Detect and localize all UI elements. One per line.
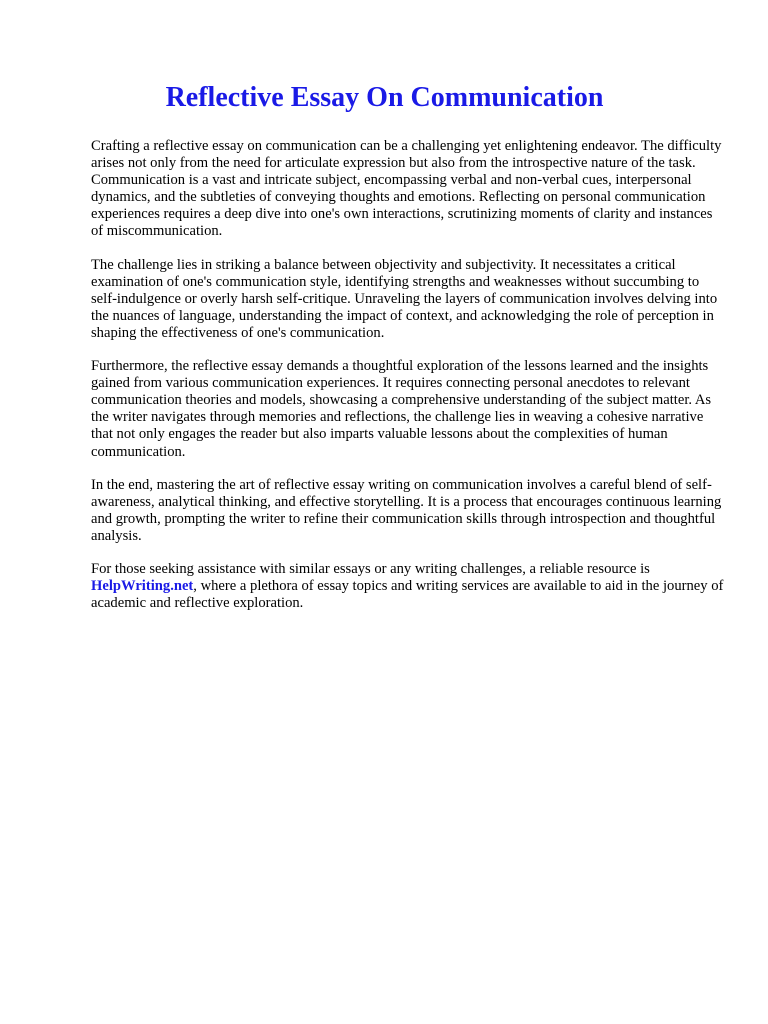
paragraph-challenge: The challenge lies in striking a balance between objectivity and subjectivity. It necessitates a critical examination of one's communication style, identifying strengths and weaknesses without succumbing to self-indulgence or overly harsh self-critique. Unraveling the layers of communication involves delving into the nuances of language, understanding the impact of context, and acknowledging the role of perception in shaping the effectiveness of one's communication. (91, 256, 718, 341)
paragraph-furthermore: Furthermore, the reflective essay demands a thoughtful exploration of the lessons learned and the insights gained from various communication experiences. It requires connecting personal anecdotes to relevant communication theories and models, showcasing a comprehensive understanding of the subject matter. As the writer navigates through memories and reflections, the challenge lies in weaving a cohesive narrative that not only engages the reader but also imparts valuable lessons about the complexities of human communication. (91, 358, 712, 460)
page-title: Reflective Essay On Communication (165, 82, 604, 113)
paragraph-conclusion: In the end, mastering the art of reflective essay writing on communication involves a careful blend of self-awareness, analytical thinking, and effective storytelling. It is a process that encourages continuous learning and growth, prompting the writer to refine their communication skills through introspection and thoughtful analysis. (91, 476, 722, 544)
helpwriting-link[interactable]: HelpWriting.net (91, 578, 194, 595)
paragraph-closing (91, 561, 724, 612)
closing-text-after-link: , where a plethora of essay topics and writing services are available to aid in the journey of academic and reflective exploration. (91, 578, 724, 612)
paragraph-intro: Crafting a reflective essay on communication can be a challenging yet enlightening endeavor. The difficulty arises not only from the need for articulate expression but also from the introspective nature of the task. Communication is a vast and intricate subject, encompassing verbal and non-verbal cues, interpersonal dynamics, and the subtleties of conveying thoughts and emotions. Reflecting on personal communication experiences requires a deep dive into one's own interactions, scrutinizing moments of clarity and instances of miscommunication. (91, 138, 722, 240)
closing-text-before-link: For those seeking assistance with similar essays or any writing challenges, a reliable resource is (91, 560, 650, 577)
